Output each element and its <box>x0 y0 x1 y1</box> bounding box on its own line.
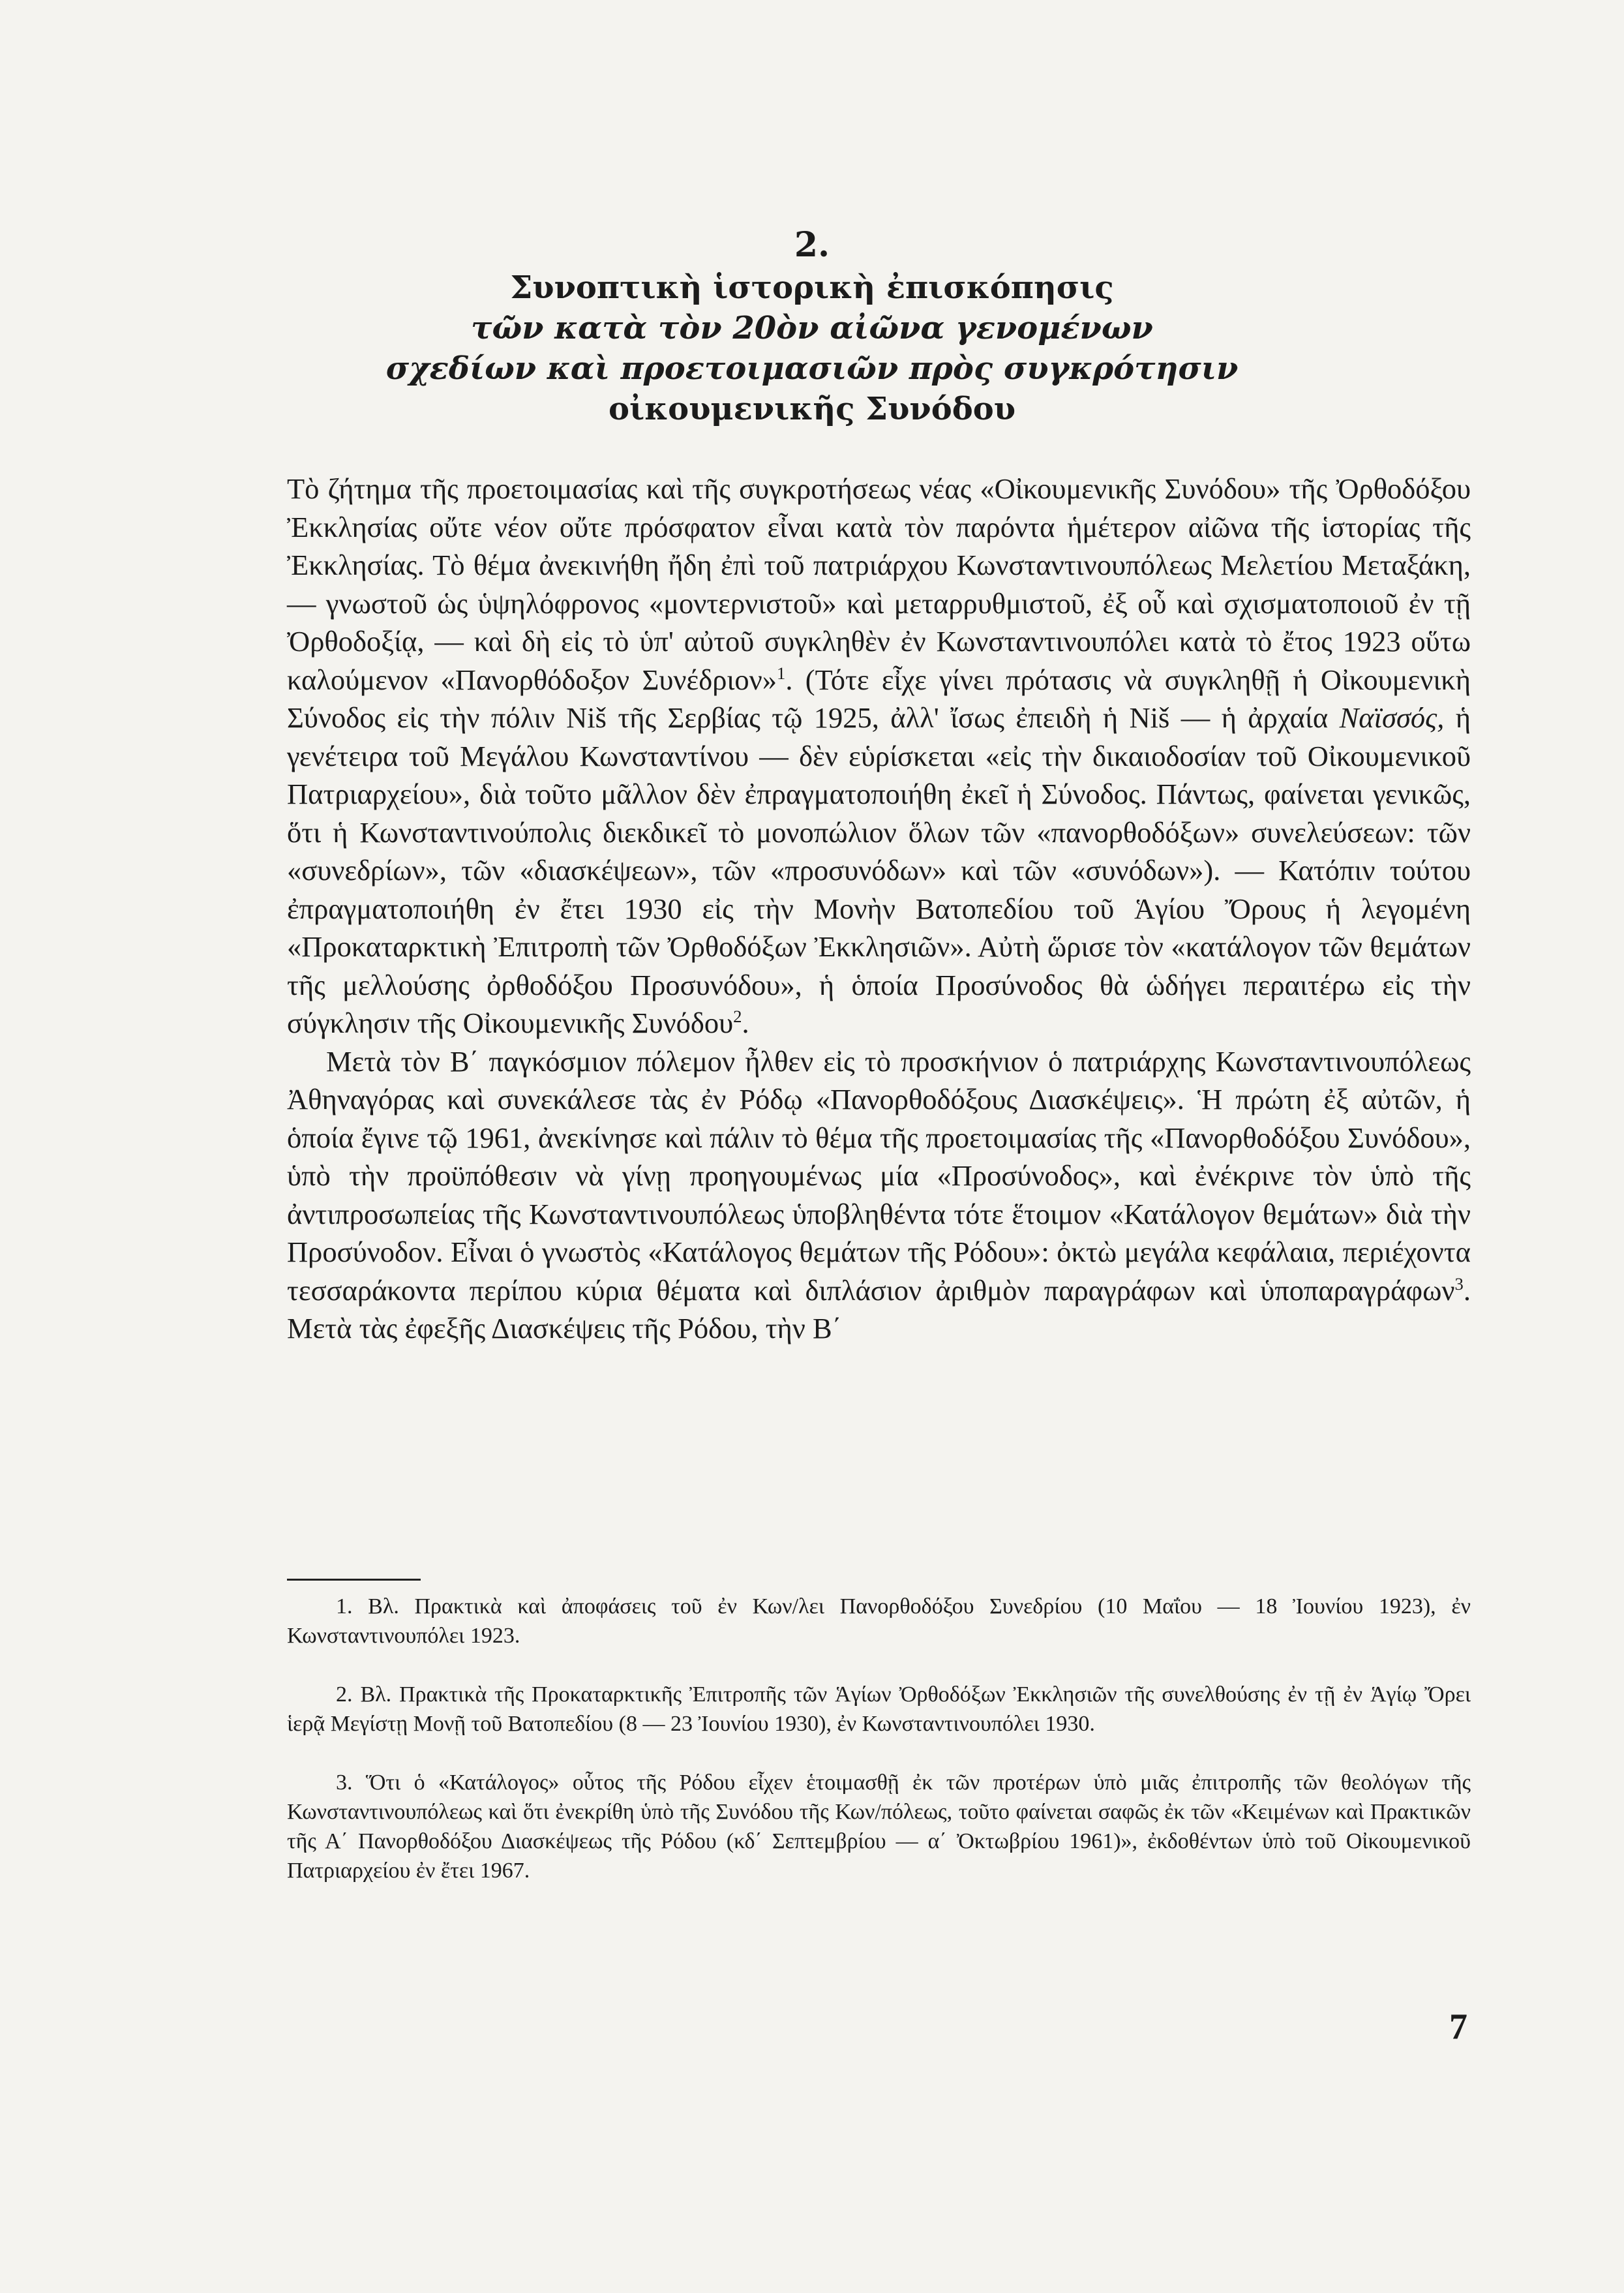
footnote-ref-1: 1 <box>777 663 786 683</box>
paragraph-2-text-b: . Μετὰ τὰς ἐφεξῆς Διασκέψεις τῆς Ρόδου, τὴν Β΄ <box>287 1273 1471 1344</box>
page-number: 7 <box>1449 2007 1467 2047</box>
footnote-divider <box>287 1579 421 1581</box>
paragraph-1-end: . <box>742 1007 749 1039</box>
footnote-ref-2: 2 <box>733 1007 742 1027</box>
footnote-1: 1. Βλ. Πρακτικὰ καὶ ἀποφάσεις τοῦ ἐν Κων/λει Πανορθοδόξου Συνεδρίου (10 Μαΐου — 18 Ἰουνίου 1923), ἐν Κωνσταντινουπόλει 1923. <box>287 1594 1471 1648</box>
chapter-title-line-2: τῶν κατὰ τὸν 20ὸν αἰῶνα γενομένων <box>471 310 1153 346</box>
paragraph-1-text-c: ἡ γενέτειρα τοῦ Μεγάλου Κωνσταντίνου — δὲν εὑρίσκεται «εἰς τὴν δικαιοδοσίαν τοῦ Οἰκουμενικοῦ Πατριαρχείου», διὰ τοῦτο μᾶλλον δὲν ἐπραγματοποιήθη ἐκεῖ ἡ Σύνοδος. Πάντως, φαίνεται γενικῶς, ὅτι ἡ Κωνσταντινούπολις διεκδικεῖ τὸ μονοπώλιον ὅλων τῶν «πανορθοδόξων» συνελεύσεων: τῶν «συνεδρίων», τῶν «διασκέψεων», τῶν «προσυνόδων» καὶ τῶν «συνόδων»). — Κατόπιν τούτου ἐπραγματοποιήθη ἐν ἔτει 1930 εἰς τὴν Μονὴν Βατοπεδίου τοῦ Ἁγίου Ὄρους ἡ λεγομένη «Προκαταρκτικὴ Ἐπιτροπὴ τῶν Ὀρθοδόξων Ἐκκλησιῶν». Αὐτὴ ὥρισε τὸν «κατάλογον τῶν θεμάτων τῆς μελλούσης ὀρθοδόξου Προσυνόδου», ἡ ὁποία Προσύνοδος θὰ ὡδήγει περαιτέρω εἰς τὴν σύγκλησιν τῆς Οἰκουμενικῆς Συνόδου <box>287 701 1471 1039</box>
paragraph-1-text-b: . (Τότε εἶχε γίνει πρότασις νὰ συγκληθῇ ἡ Οἰκουμενικὴ Σύνοδος εἰς τὴν πόλιν Niš τῆς Σερβίας τῷ 1925, ἀλλ' ἴσως ἐπειδὴ ἡ Niš — ἡ ἀρχαία <box>287 663 1471 734</box>
chapter-title-line-4: οἰκουμενικῆς Συνόδου <box>608 391 1016 427</box>
paragraph-1 <box>287 470 1471 1042</box>
footnote-3: 3. Ὅτι ὁ «Κατάλογος» οὗτος τῆς Ρόδου εἶχεν ἑτοιμασθῇ ἐκ τῶν προτέρων ὑπὸ μιᾶς ἐπιτροπῆς τῶν θεολόγων τῆς Κωνσταντινουπόλεως καὶ ὅτι ἐνεκρίθη ὑπὸ τῆς Συνόδου τῆς Κων/πόλεως, τοῦτο φαίνεται σαφῶς ἐκ τῶν «Κειμένων καὶ Πρακτικῶν τῆς Α΄ Πανορθοδόξου Διασκέψεως τῆς Ρόδου (κδ΄ Σεπτεμβρίου — α΄ Ὀκτωβρίου 1961)», ἐκδοθέντων ὑπὸ τοῦ Οἰκουμενικοῦ Πατριαρχείου ἐν ἔτει 1967. <box>287 1770 1471 1883</box>
paragraph-1-italic-term: Ναϊσσός, <box>1339 701 1445 734</box>
footnote-2: 2. Βλ. Πρακτικὰ τῆς Προκαταρκτικῆς Ἐπιτροπῆς τῶν Ἁγίων Ὀρθοδόξων Ἐκκλησιῶν τῆς συνελθούσης ἐν τῇ ἐν Ἁγίῳ Ὄρει ἱερᾷ Μεγίστῃ Μονῇ τοῦ Βατοπεδίου (8 — 23 Ἰουνίου 1930), ἐν Κωνσταντινουπόλει 1930. <box>287 1682 1471 1736</box>
paragraph-1-text-a: Τὸ ζήτημα τῆς προετοιμασίας καὶ τῆς συγκροτήσεως νέας «Οἰκουμενικῆς Συνόδου» τῆς Ὀρθοδόξου Ἐκκλησίας οὔτε νέον οὔτε πρόσφατον εἶναι κατὰ τὸν παρόντα ἡμέτερον αἰῶνα τῆς ἱστορίας τῆς Ἐκκλησίας. Τὸ θέμα ἀνεκινήθη ἤδη ἐπὶ τοῦ πατριάρχου Κωνσταντινουπόλεως Μελετίου Μεταξάκη, — γνωστοῦ ὡς ὑψηλόφρονος «μοντερνιστοῦ» καὶ μεταρρυθμιστοῦ, ἐξ οὗ καὶ σχισματοποιοῦ ἐν τῇ Ὀρθοδοξίᾳ, — καὶ δὴ εἰς τὸ ὑπ' αὐτοῦ συγκληθὲν ἐν Κωνσταντινουπόλει κατὰ τὸ ἔτος 1923 οὕτω καλούμενον «Πανορθόδοξον Συνέδριον» <box>287 472 1471 696</box>
footnotes <box>287 1592 1471 1915</box>
paragraph-2-text-a: Μετὰ τὸν Β΄ παγκόσμιον πόλεμον ἦλθεν εἰς τὸ προσκήνιον ὁ πατριάρχης Κωνσταντινουπόλεως Ἀθηναγόρας καὶ συνεκάλεσε τὰς ἐν Ρόδῳ «Πανορθοδόξους Διασκέψεις». Ἡ πρώτη ἐξ αὐτῶν, ἡ ὁποία ἔγινε τῷ 1961, ἀνεκίνησε καὶ πάλιν τὸ θέμα τῆς προετοιμασίας τῆς «Πανορθοδόξου Συνόδου», ὑπὸ τὴν προϋπόθεσιν νὰ γίνῃ προηγουμένως μία «Προσύνοδος», καὶ ἐνέκρινε τὸν ὑπὸ τῆς ἀντιπροσωπείας τῆς Κωνσταντινουπόλεως ὑποβληθέντα τότε ἕτοιμον «Κατάλογον θεμάτων» διὰ τὴν Προσύνοδον. Εἶναι ὁ γνωστὸς «Κατάλογος θεμάτων τῆς Ρόδου»: ὀκτὼ μεγάλα κεφάλαια, περιέχοντα τεσσαράκοντα περίπου κύρια θέματα καὶ διπλάσιον ἀριθμὸν παραγράφων καὶ ὑποπαραγράφων <box>287 1044 1471 1307</box>
chapter-title-line-1: Συνοπτικὴ ἱστορικὴ ἐπισκόπησις <box>510 269 1114 306</box>
chapter-title <box>261 267 1363 429</box>
paragraph-2 <box>287 1042 1471 1348</box>
chapter-number: 2. <box>794 225 830 265</box>
body-text <box>287 470 1471 1348</box>
chapter-title-line-3: σχεδίων καὶ προετοιμασιῶν πρὸς συγκρότησιν <box>385 350 1239 387</box>
footnote-ref-3: 3 <box>1454 1273 1464 1294</box>
